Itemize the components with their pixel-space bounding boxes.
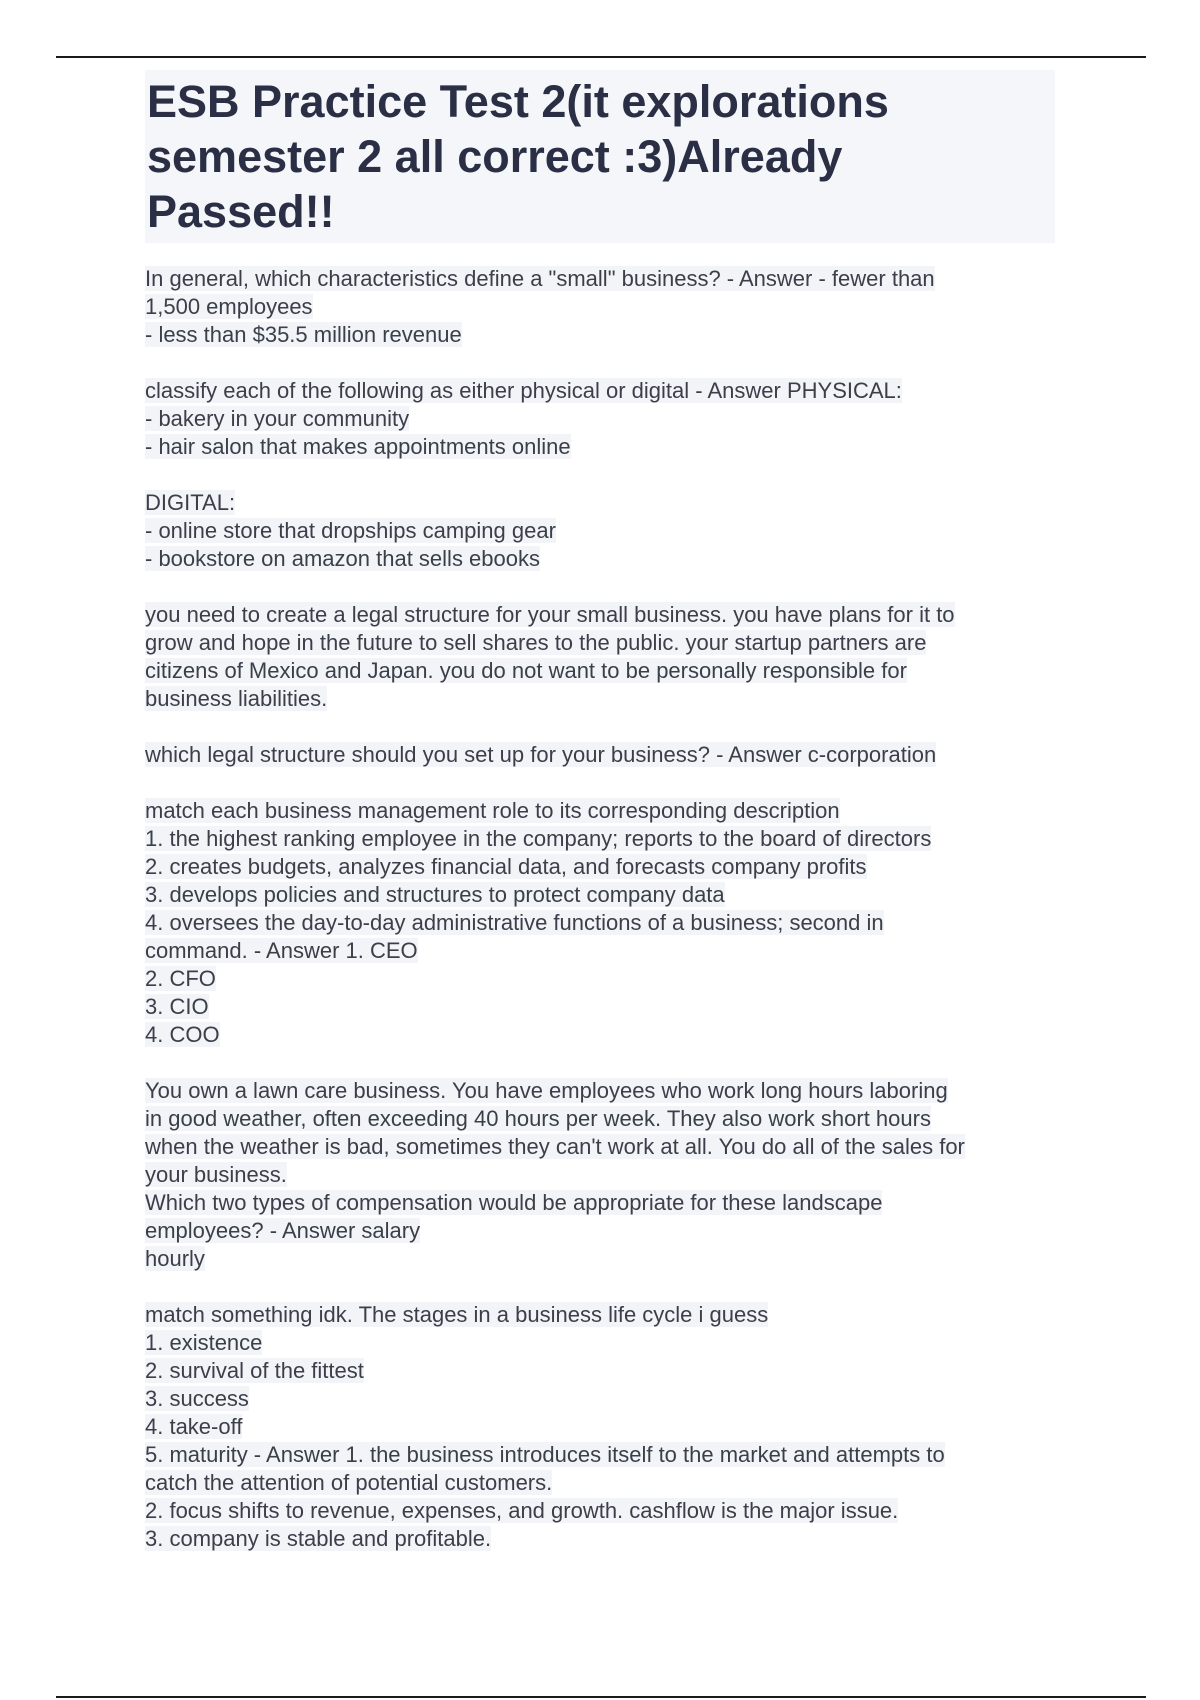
text-line-content: 4. COO xyxy=(145,1022,220,1047)
text-line xyxy=(145,545,1065,573)
title-line: ESB Practice Test 2(it explorations xyxy=(147,76,889,127)
title-box xyxy=(145,70,1055,243)
text-line xyxy=(145,1105,1065,1133)
text-line xyxy=(145,1217,1065,1245)
text-line-content: you need to create a legal structure for your small business. you have plans for it to xyxy=(145,602,955,627)
text-line xyxy=(145,1301,1065,1329)
text-line xyxy=(145,1469,1065,1497)
text-line-content: command. - Answer 1. CEO xyxy=(145,938,418,963)
text-line xyxy=(145,909,1065,937)
text-line xyxy=(145,517,1065,545)
qa-block xyxy=(145,797,1065,1049)
title-line: semester 2 all correct :3)Already xyxy=(147,131,843,182)
text-line xyxy=(145,657,1065,685)
text-line xyxy=(145,265,1065,293)
text-line-content: - bookstore on amazon that sells ebooks xyxy=(145,546,541,571)
text-line xyxy=(145,853,1065,881)
text-line xyxy=(145,993,1065,1021)
top-rule xyxy=(56,56,1146,58)
text-line-content: 5. maturity - Answer 1. the business introduces itself to the market and attempts to xyxy=(145,1442,945,1467)
text-line-content: 2. creates budgets, analyzes financial data, and forecasts company profits xyxy=(145,854,867,879)
text-line xyxy=(145,321,1065,349)
document-body xyxy=(145,265,1065,1581)
text-line-content: 3. company is stable and profitable. xyxy=(145,1526,492,1551)
text-line xyxy=(145,1077,1065,1105)
text-line-content: - online store that dropships camping gear xyxy=(145,518,556,543)
text-line xyxy=(145,1021,1065,1049)
text-line xyxy=(145,1245,1065,1273)
text-line xyxy=(145,377,1065,405)
text-line xyxy=(145,433,1065,461)
qa-block xyxy=(145,741,1065,769)
title-line: Passed!! xyxy=(147,186,335,237)
text-line xyxy=(145,1413,1065,1441)
text-line xyxy=(145,1329,1065,1357)
text-line-content: 2. survival of the fittest xyxy=(145,1358,364,1383)
text-line xyxy=(145,1525,1065,1553)
text-line-content: 2. CFO xyxy=(145,966,216,991)
text-line-content: 2. focus shifts to revenue, expenses, and growth. cashflow is the major issue. xyxy=(145,1498,899,1523)
text-line xyxy=(145,965,1065,993)
text-line-content: 4. oversees the day-to-day administrative functions of a business; second in xyxy=(145,910,884,935)
text-line xyxy=(145,1161,1065,1189)
text-line-content: 1. the highest ranking employee in the company; reports to the board of directors xyxy=(145,826,932,851)
text-line-content: - hair salon that makes appointments online xyxy=(145,434,571,459)
text-line xyxy=(145,1133,1065,1161)
text-line xyxy=(145,797,1065,825)
bottom-rule xyxy=(56,1696,1146,1698)
text-line xyxy=(145,293,1065,321)
text-line xyxy=(145,1441,1065,1469)
text-line xyxy=(145,825,1065,853)
text-line-content: your business. xyxy=(145,1162,287,1187)
text-line-content: match each business management role to its corresponding description xyxy=(145,798,840,823)
text-line-content: DIGITAL: xyxy=(145,490,236,515)
text-line-content: employees? - Answer salary xyxy=(145,1218,421,1243)
text-line-content: when the weather is bad, sometimes they can't work at all. You do all of the sales for xyxy=(145,1134,965,1159)
text-line-content: 3. success xyxy=(145,1386,249,1411)
qa-block xyxy=(145,265,1065,349)
text-line xyxy=(145,685,1065,713)
text-line-content: Which two types of compensation would be appropriate for these landscape xyxy=(145,1190,883,1215)
text-line xyxy=(145,881,1065,909)
text-line-content: match something idk. The stages in a business life cycle i guess xyxy=(145,1302,769,1327)
text-line-content: catch the attention of potential customers. xyxy=(145,1470,553,1495)
qa-block xyxy=(145,1301,1065,1553)
text-line-content: 3. develops policies and structures to protect company data xyxy=(145,882,725,907)
qa-block xyxy=(145,489,1065,573)
text-line-content: which legal structure should you set up for your business? - Answer c-corporation xyxy=(145,742,937,767)
text-line-content: - less than $35.5 million revenue xyxy=(145,322,462,347)
text-line-content: You own a lawn care business. You have employees who work long hours laboring xyxy=(145,1078,948,1103)
text-line-content: in good weather, often exceeding 40 hours per week. They also work short hours xyxy=(145,1106,931,1131)
text-line-content: classify each of the following as either physical or digital - Answer PHYSICAL: xyxy=(145,378,902,403)
text-line xyxy=(145,629,1065,657)
text-line-content: In general, which characteristics define a "small" business? - Answer - fewer than xyxy=(145,266,935,291)
text-line-content: hourly xyxy=(145,1246,205,1271)
document-title xyxy=(145,74,1055,239)
text-line-content: 1,500 employees xyxy=(145,294,313,319)
qa-block xyxy=(145,601,1065,713)
text-line xyxy=(145,1189,1065,1217)
text-line-content: 4. take-off xyxy=(145,1414,243,1439)
text-line-content: business liabilities. xyxy=(145,686,328,711)
text-line xyxy=(145,489,1065,517)
text-line-content: 3. CIO xyxy=(145,994,209,1019)
text-line xyxy=(145,1357,1065,1385)
text-line-content: grow and hope in the future to sell shares to the public. your startup partners are xyxy=(145,630,927,655)
text-line xyxy=(145,937,1065,965)
text-line xyxy=(145,405,1065,433)
text-line-content: - bakery in your community xyxy=(145,406,410,431)
text-line xyxy=(145,601,1065,629)
qa-block xyxy=(145,377,1065,461)
text-line-content: 1. existence xyxy=(145,1330,263,1355)
qa-block xyxy=(145,1077,1065,1273)
text-line xyxy=(145,1497,1065,1525)
text-line xyxy=(145,1385,1065,1413)
text-line xyxy=(145,741,1065,769)
text-line-content: citizens of Mexico and Japan. you do not want to be personally responsible for xyxy=(145,658,907,683)
